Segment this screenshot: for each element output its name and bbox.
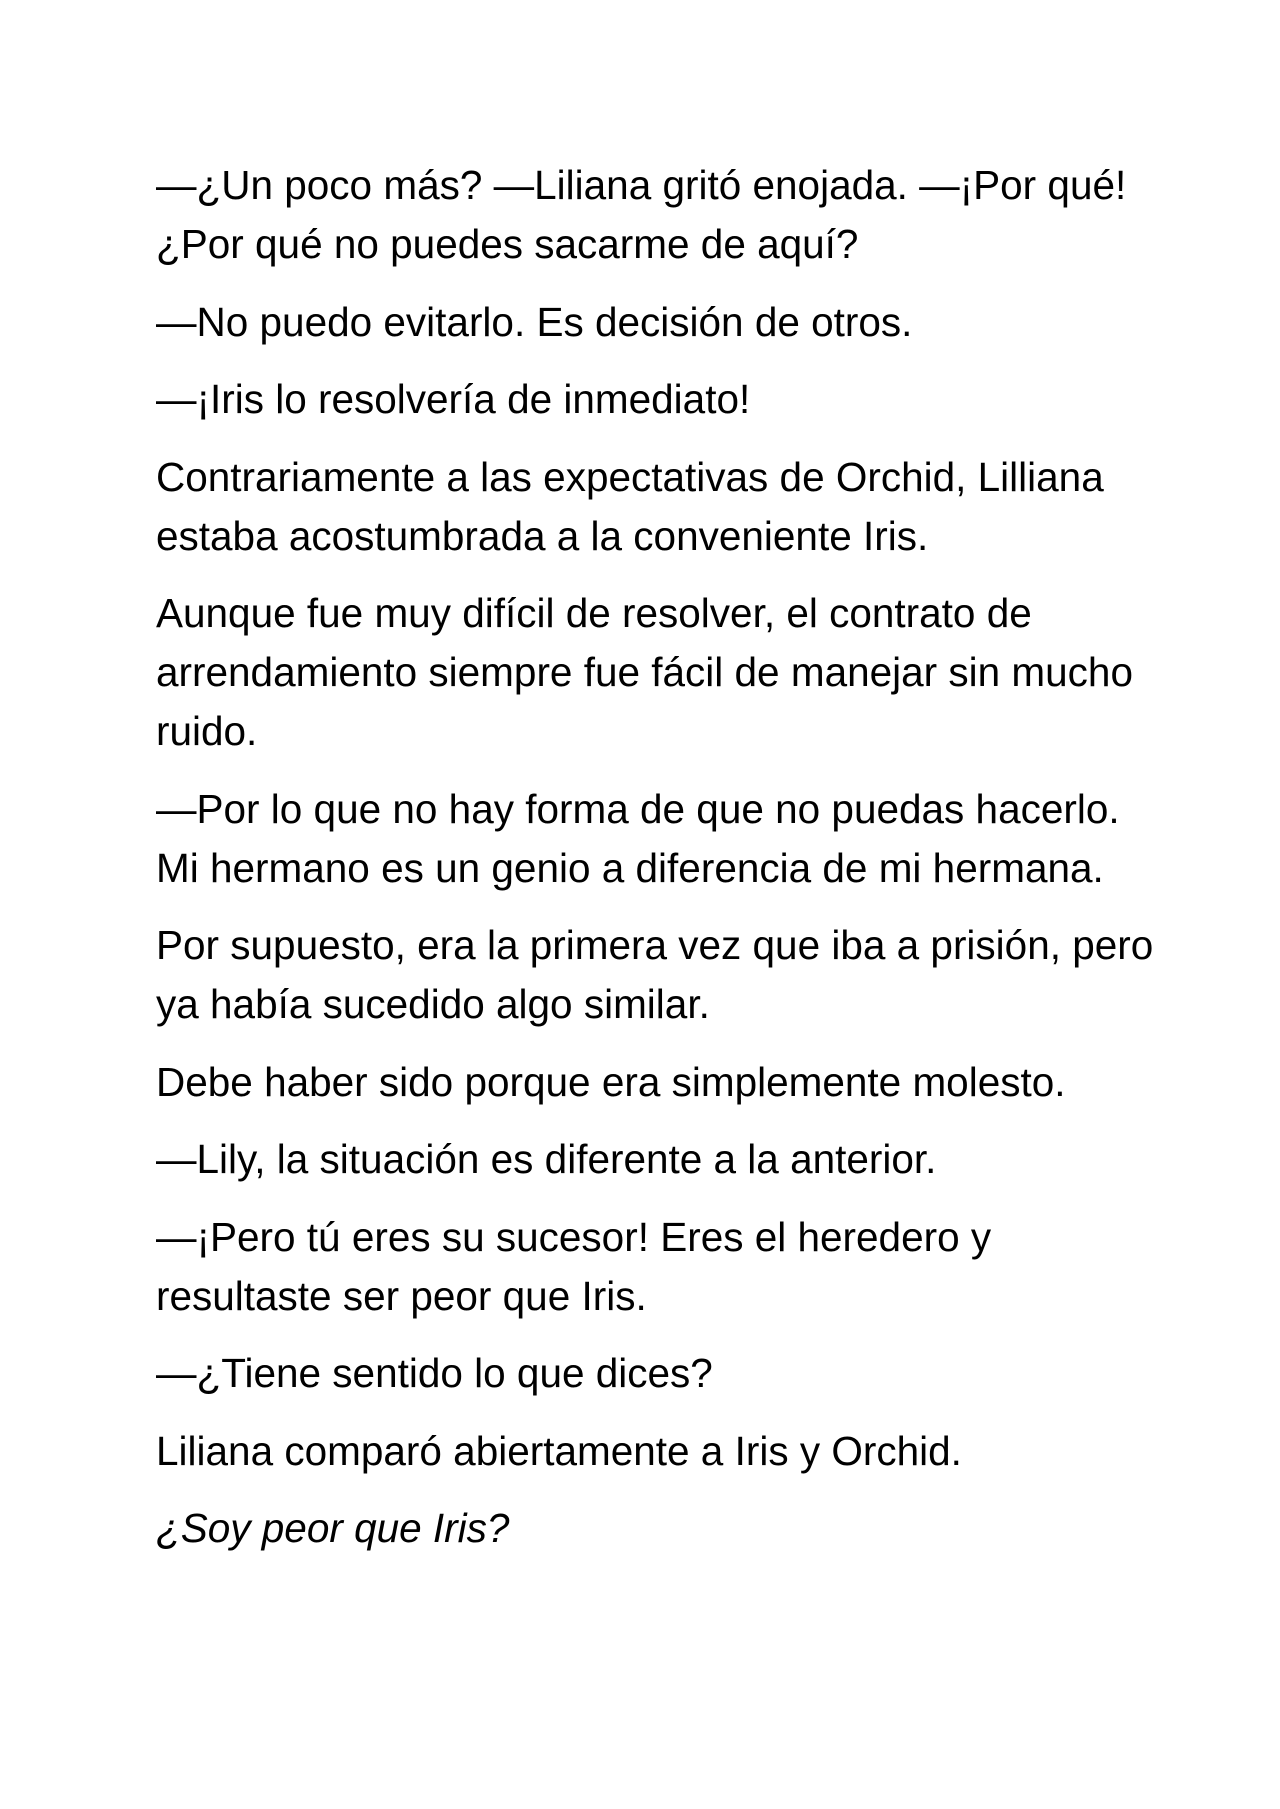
story-text [156,156,1156,1577]
paragraph-10: —¡Pero tú eres su sucesor! Eres el heredero y resultaste ser peor que Iris. [156,1213,992,1319]
paragraph-4: Contrariamente a las expectativas de Orchid, Lilliana estaba acostumbrada a la conveniente Iris. [156,453,1104,559]
paragraph-12: Liliana comparó abiertamente a Iris y Orchid. [156,1427,962,1474]
paragraph-11: —¿Tiene sentido lo que dices? [156,1350,713,1396]
paragraph-8: Debe haber sido porque era simplemente molesto. [156,1058,1066,1105]
paragraph-3: —¡Iris lo resolvería de inmediato! [156,376,751,422]
paragraph-1: —¿Un poco más? —Liliana gritó enojada. —¡Por qué! ¿Por qué no puedes sacarme de aquí? [156,162,1127,267]
paragraph-9: —Lily, la situación es diferente a la anterior. [156,1136,937,1182]
paragraph-13-italic-thought: ¿Soy peor que Iris? [156,1505,510,1551]
paragraph-5: Aunque fue muy difícil de resolver, el contrato de arrendamiento siempre fue fácil de manejar sin mucho ruido. [156,590,1133,754]
paragraph-7: Por supuesto, era la primera vez que iba a prisión, pero ya había sucedido algo similar. [156,922,1154,1027]
paragraph-6: —Por lo que no hay forma de que no puedas hacerlo. Mi hermano es un genio a diferencia de mi hermana. [156,785,1120,891]
paragraph-2: —No puedo evitarlo. Es decisión de otros. [156,298,913,345]
